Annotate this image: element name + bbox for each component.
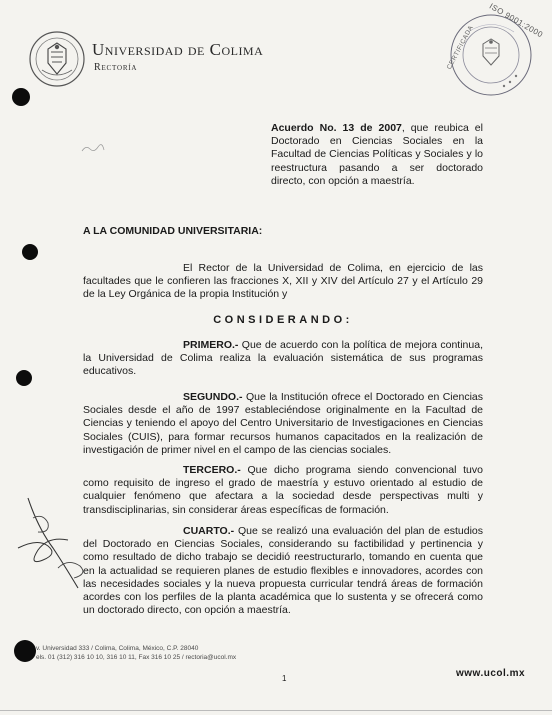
- website-url: www.ucol.mx: [456, 668, 526, 679]
- agreement-summary-text: , que reubica el Doctorado en Ciencias Sociales en la Facultad de Ciencias Políticas y Sociales y lo reestructura pasando a ser doctorado directo, con opción a maestría.: [271, 122, 483, 187]
- university-seal-icon: [28, 30, 86, 88]
- clause-cuarto: [83, 525, 483, 617]
- clause-text: Que se realizó una evaluación del plan de estudios del Doctorado en Ciencias Sociales, considerando su factibilidad y pertinencia y como resultado de dicho trabajo se decidió reestructurarlo, tomando en cuenta que en la actualidad se requieren planes de estudio flexibles e innovadores, acordes con las necesidades sociales y la nueva propuesta curricular tendrá áreas de formación acordes con los perfiles de la planta académica que lo sustenta y se ofrecerá como un doctorado directo, con opción a maestría.: [83, 525, 483, 617]
- footer-address-line: v. Universidad 333 / Colima, Colima, México, C.P. 28040: [36, 645, 199, 652]
- clause-label: CUARTO.-: [183, 525, 235, 537]
- clause-text: Que dicho programa siendo convencional tuvo como requisito de ingreso el grado de maestría y estuvo orientado al estudio de cualquier fenómeno que afectara a la sociedad desde perspectivas multi y transdisciplinarias, sin considerar áreas específicas de formación.: [83, 464, 483, 516]
- clause-segundo: [83, 391, 483, 457]
- preamble-paragraph: El Rector de la Universidad de Colima, en ejercicio de las facultades que le confieren las fracciones X, XII y XIV del Artículo 27 y el Artículo 29 de la Ley Orgánica de la propia Institución y: [83, 262, 483, 301]
- office-name: Rectoría: [94, 62, 138, 73]
- footer-contact-line: els. 01 (312) 316 10 10, 316 10 11, Fax 316 10 25 / rectoria@ucol.mx: [36, 654, 237, 661]
- clause-label: PRIMERO.-: [183, 339, 239, 351]
- addressee: A LA COMUNIDAD UNIVERSITARIA:: [83, 225, 263, 237]
- clause-label: TERCERO.-: [183, 464, 241, 476]
- agreement-number: Acuerdo No. 13 de 2007: [271, 122, 402, 134]
- considerando-heading: CONSIDERANDO:: [213, 314, 353, 326]
- certification-side-text: CERTIFICADA: [445, 24, 475, 71]
- pen-mark: [80, 142, 106, 154]
- handwritten-signature: [8, 488, 98, 598]
- clause-tercero: [83, 464, 483, 517]
- clause-text: Que de acuerdo con la política de mejora continua, la Universidad de Colima realiza la evaluación sistemática de sus programas educativos.: [83, 339, 483, 378]
- clause-label: SEGUNDO.-: [183, 391, 243, 403]
- footer-address: [36, 644, 236, 662]
- punch-hole: [12, 88, 30, 106]
- punch-hole: [16, 370, 32, 386]
- clause-primero: [83, 339, 483, 379]
- divider: [0, 710, 552, 711]
- punch-hole: [14, 640, 36, 662]
- iso-standard-text: ISO 9001:2000: [487, 1, 545, 40]
- agreement-summary: [271, 122, 483, 188]
- punch-hole: [22, 244, 38, 260]
- university-name: Universidad de Colima: [92, 40, 264, 59]
- page-number: 1: [282, 674, 287, 683]
- clause-text: Que la Institución ofrece el Doctorado en Ciencias Sociales desde el año de 1997 estableciéndose originalmente en la Facultad de Ciencias y teniendo el apoyo del Centro Universitario de Investigaciones en Ciencias Sociales (CUIS), para formar recursos humanos capacitados en la realización de investigación de primer nivel en el campo de las ciencias sociales.: [83, 391, 483, 456]
